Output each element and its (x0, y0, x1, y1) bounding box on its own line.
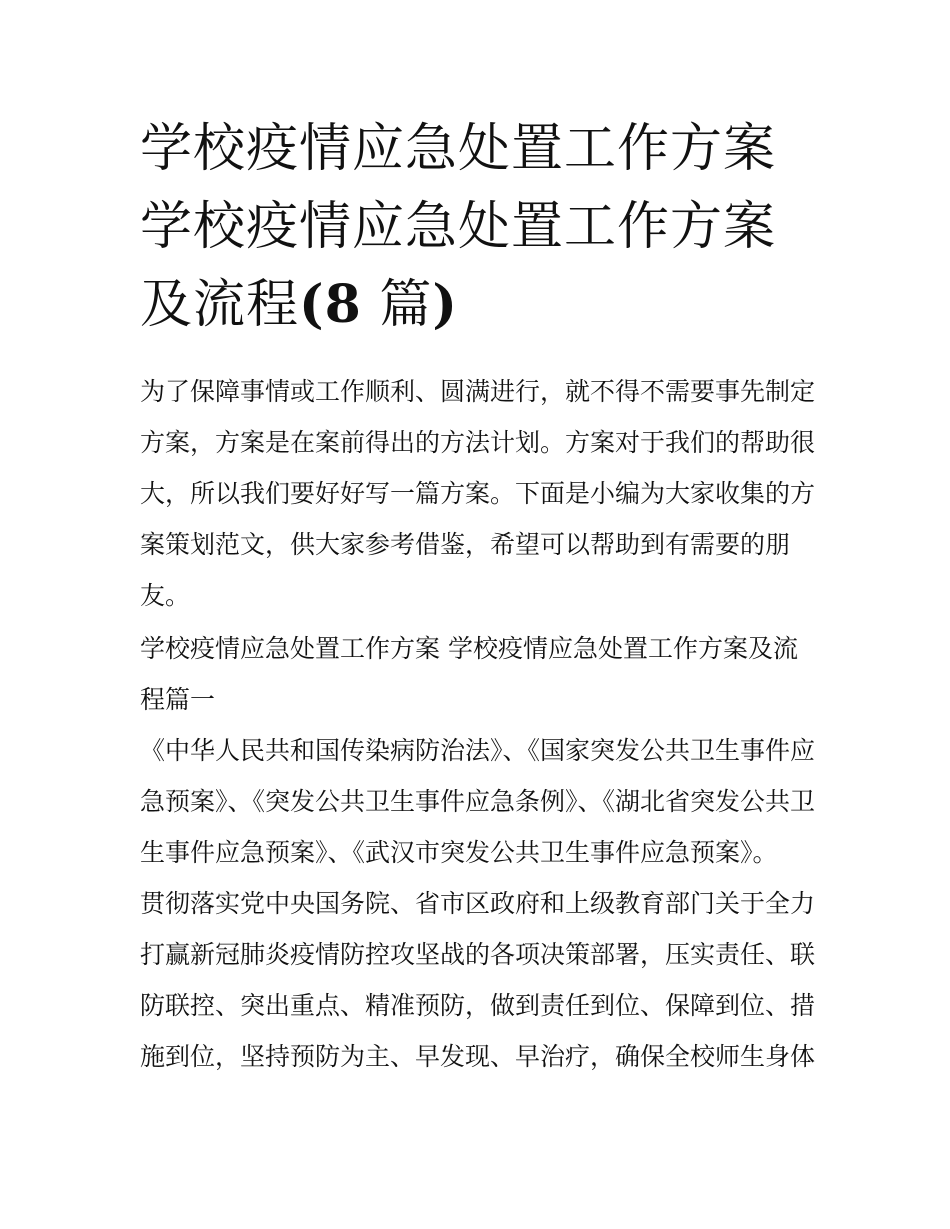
guideline-paragraph: 贯彻落实党中央国务院、省市区政府和上级教育部门关于全力打赢新冠肺炎疫情防控攻坚战的各项决策部署，压实责任、联防联控、突出重点、精准预防，做到责任到位、保障到位、措施到位，坚持预防为主、早发现、早治疗，确保全校师生身体 (140, 889, 816, 1071)
intro-paragraph: 为了保障事情或工作顺利、圆满进行，就不得不需要事先制定方案，方案是在案前得出的方法计划。方案对于我们的帮助很大，所以我们要好好写一篇方案。下面是小编为大家收集的方案策划范文，供大家参考借鉴，希望可以帮助到有需要的朋友。 (140, 377, 816, 610)
title-main-text: 学校疫情应急处置工作方案 学校疫情应急处置工作方案及流程 (140, 119, 777, 335)
title-paren-open: ( (299, 274, 325, 335)
title-paren-close: ) (432, 274, 458, 335)
title-count: 8 (324, 274, 362, 335)
title-count-word: 篇 (379, 275, 433, 335)
section-heading: 学校疫情应急处置工作方案 学校疫情应急处置工作方案及流程篇一 (140, 634, 798, 714)
document-page (140, 110, 815, 1082)
document-title (140, 110, 815, 344)
basis-paragraph: 《中华人民共和国传染病防治法》、《国家突发公共卫生事件应急预案》、《突发公共卫生事件应急条例》、《湖北省突发公共卫生事件应急预案》、《武汉市突发公共卫生事件应急预案》。 (140, 736, 816, 867)
